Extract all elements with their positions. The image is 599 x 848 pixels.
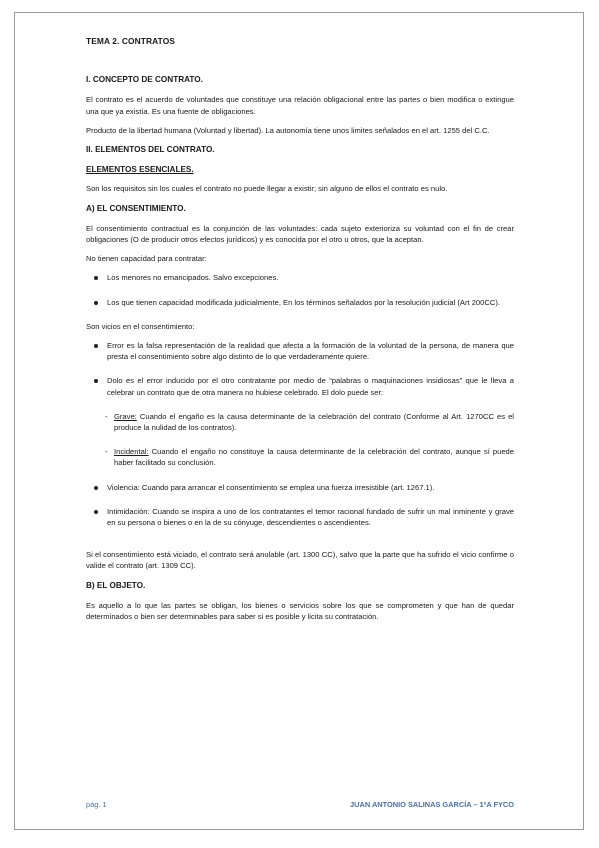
subheading-esenciales: ELEMENTOS ESENCIALES. (86, 165, 194, 175)
paragraph: El contrato es el acuerdo de voluntades que constituye una relación obligacional entre las partes o bien modifica o extingue una que ya existía. Es una fuente de obligaciones. (86, 95, 514, 116)
list-item: Los que tienen capacidad modificada judicialmente, En los términos señalados por la resolución judicial (Art 200CC). (86, 297, 514, 308)
paragraph: El consentimiento contractual es la conjunción de las voluntades: cada sujeto exterioriza su voluntad con el fin de crear obligaciones (O de producir otros efectos jurídicos) y es conocida por el otro u otros, que la aceptan. (86, 223, 514, 245)
document-body (86, 36, 514, 630)
vicios-label: Son vicios en el consentimiento: (86, 321, 195, 331)
capacidad-list (86, 272, 514, 307)
dolo-grave-text: Cuando el engaño es la causa determinante de la celebración del contrato (Conforme al Art. 1270CC es el produce la nulidad de los contratos). (114, 411, 514, 433)
list-item-dolo: Dolo es el error inducido por el otro contratante por medio de “palabras o maquinaciones insidiosas” que le lleva a celebrar un contrato que de otra manera no hubiese celebrado. El dolo puede ser: (86, 375, 514, 397)
list-item-intimidacion: Intimidación: Cuando se inspira a uno de los contratantes el temor racional fundado de sufrir un mal inminente y grave en su persona o bienes o en la de su cónyuge, descendientes o ascendientes. (86, 506, 514, 528)
paragraph: Es aquello a lo que las partes se obligan, los bienes o servicios sobre los que se comprometen y que han de quedar determinados o bien ser determinables para saber si es posible y licita su contratación. (86, 600, 514, 622)
vicios-list (86, 340, 514, 398)
subsection-heading-objeto: B) EL OBJETO. (86, 580, 146, 590)
document-title: TEMA 2. CONTRATOS (86, 36, 176, 46)
paragraph: Producto de la libertad humana (Voluntad y libertad). La autonomía tiene unos limites señalados en el art. 1255 del C.C. (86, 125, 490, 135)
subsection-heading-consentimiento: A) EL CONSENTIMIENTO. (86, 203, 186, 213)
vicios-list-continued (86, 482, 514, 529)
paragraph: Son los requisitos sin los cuales el contrato no puede llegar a existir; sin alguno de ellos el contrato es nulo. (86, 184, 448, 194)
list-item-dolo-incidental (105, 446, 514, 468)
page-number: pág. 1 (86, 800, 107, 809)
capacidad-label: No tienen capacidad para contratar: (86, 254, 207, 264)
dolo-incidental-text: Cuando el engaño no constituye la causa determinante de la celebración del contrato, aunque sí puede haber facilitado su conclusión. (114, 447, 514, 468)
list-item-dolo-grave (105, 411, 514, 433)
dolo-incidental-label: Incidental: (114, 447, 149, 457)
dolo-grave-label: Grave: (114, 411, 137, 421)
section-heading-elementos: II. ELEMENTOS DEL CONTRATO. (86, 145, 215, 155)
section-heading-concepto: I. CONCEPTO DE CONTRATO. (86, 75, 203, 85)
paragraph: Si el consentimiento está viciado, el contrato será anulable (art. 1300 CC), salvo que la parte que ha sufrido el vicio confirme o valide el contrato (art. 1309 CC). (86, 550, 514, 571)
footer-author: JUAN ANTONIO SALINAS GARCÍA – 1ºA FYCO (350, 800, 514, 809)
list-item-violencia: Violencia: Cuando para arrancar el consentimiento se emplea una fuerza irresistible (art. 1267.1). (86, 482, 514, 493)
dolo-tipos-list (86, 411, 514, 469)
list-item-error: Error es la falsa representación de la realidad que afecta a la formación de la voluntad de la persona, de manera que presta el consentimiento sobre algo distinto de lo que verdaderamente quiere. (86, 340, 514, 362)
list-item: Los menores no emancipados. Salvo excepciones. (86, 272, 514, 283)
